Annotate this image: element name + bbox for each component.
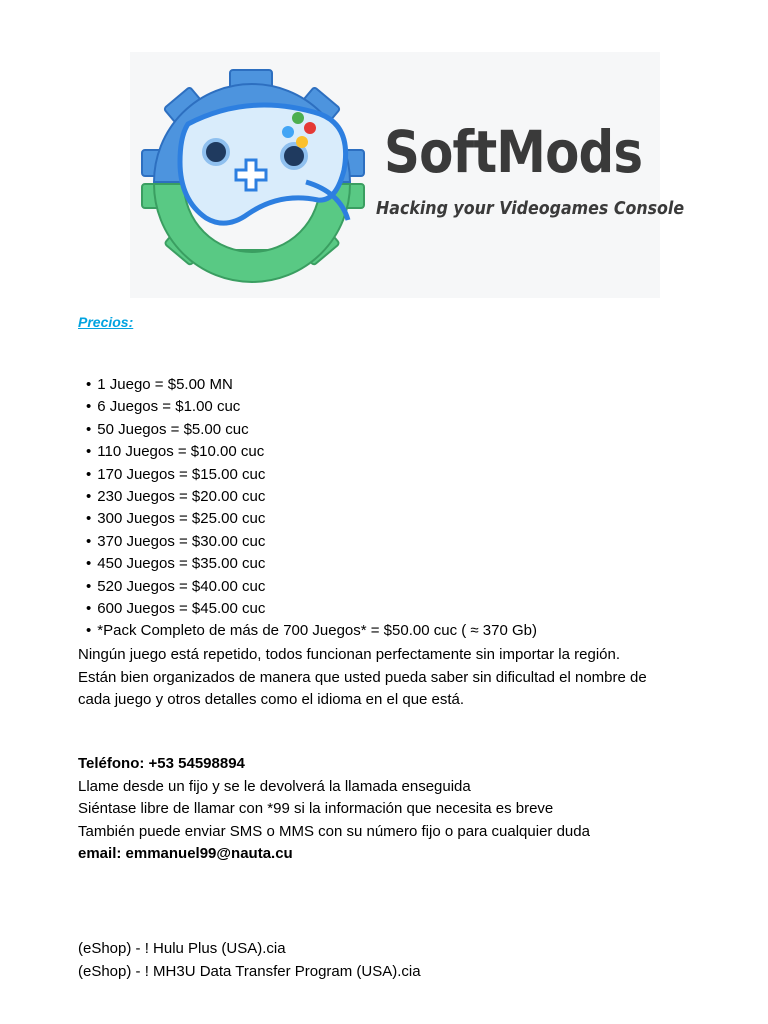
list-item: • 6 Juegos = $1.00 cuc <box>86 396 537 418</box>
list-item: • 1 Juego = $5.00 MN <box>86 374 537 396</box>
contact-block <box>78 753 590 866</box>
contact-line: Siéntase libre de llamar con *99 si la información que necesita es breve <box>78 800 554 818</box>
description <box>78 644 647 712</box>
prices-heading: Precios: <box>78 314 134 330</box>
list-item: • 600 Juegos = $45.00 cuc <box>86 598 537 620</box>
price-list <box>86 374 537 643</box>
description-line: cada juego y otros detalles como el idioma en el que está. <box>78 691 465 709</box>
list-item: (eShop) - ! Hulu Plus (USA).cia <box>78 940 286 957</box>
list-item: • 170 Juegos = $15.00 cuc <box>86 464 537 486</box>
logo-tagline: Hacking your Videogames Console <box>376 198 685 219</box>
email-address: email: emmanuel99@nauta.cu <box>78 845 293 863</box>
list-item: • 110 Juegos = $10.00 cuc <box>86 441 537 463</box>
phone-number: Teléfono: +53 54598894 <box>78 755 245 772</box>
list-item: (eShop) - ! MH3U Data Transfer Program (USA).cia <box>78 962 421 980</box>
contact-line: Llame desde un fijo y se le devolverá la llamada enseguida <box>78 777 471 795</box>
logo-title: SoftMods <box>384 118 643 186</box>
list-item: • *Pack Completo de más de 700 Juegos* = $50.00 cuc ( ≈ 370 Gb) <box>86 620 537 642</box>
description-line: Ningún juego está repetido, todos funcionan perfectamente sin importar la región. <box>78 646 620 663</box>
list-item: • 230 Juegos = $20.00 cuc <box>86 486 537 508</box>
list-item: • 370 Juegos = $30.00 cuc <box>86 531 537 553</box>
list-item: • 450 Juegos = $35.00 cuc <box>86 553 537 575</box>
description-line: Están bien organizados de manera que usted pueda saber sin dificultad el nombre de <box>78 668 647 686</box>
list-item: • 520 Juegos = $40.00 cuc <box>86 576 537 598</box>
list-item: • 300 Juegos = $25.00 cuc <box>86 508 537 530</box>
list-item: • 50 Juegos = $5.00 cuc <box>86 419 537 441</box>
eshop-list <box>78 938 421 983</box>
gear-controller-icon <box>130 52 380 298</box>
contact-line: También puede enviar SMS o MMS con su número fijo o para cualquier duda <box>78 822 590 840</box>
softmods-logo <box>130 52 685 298</box>
